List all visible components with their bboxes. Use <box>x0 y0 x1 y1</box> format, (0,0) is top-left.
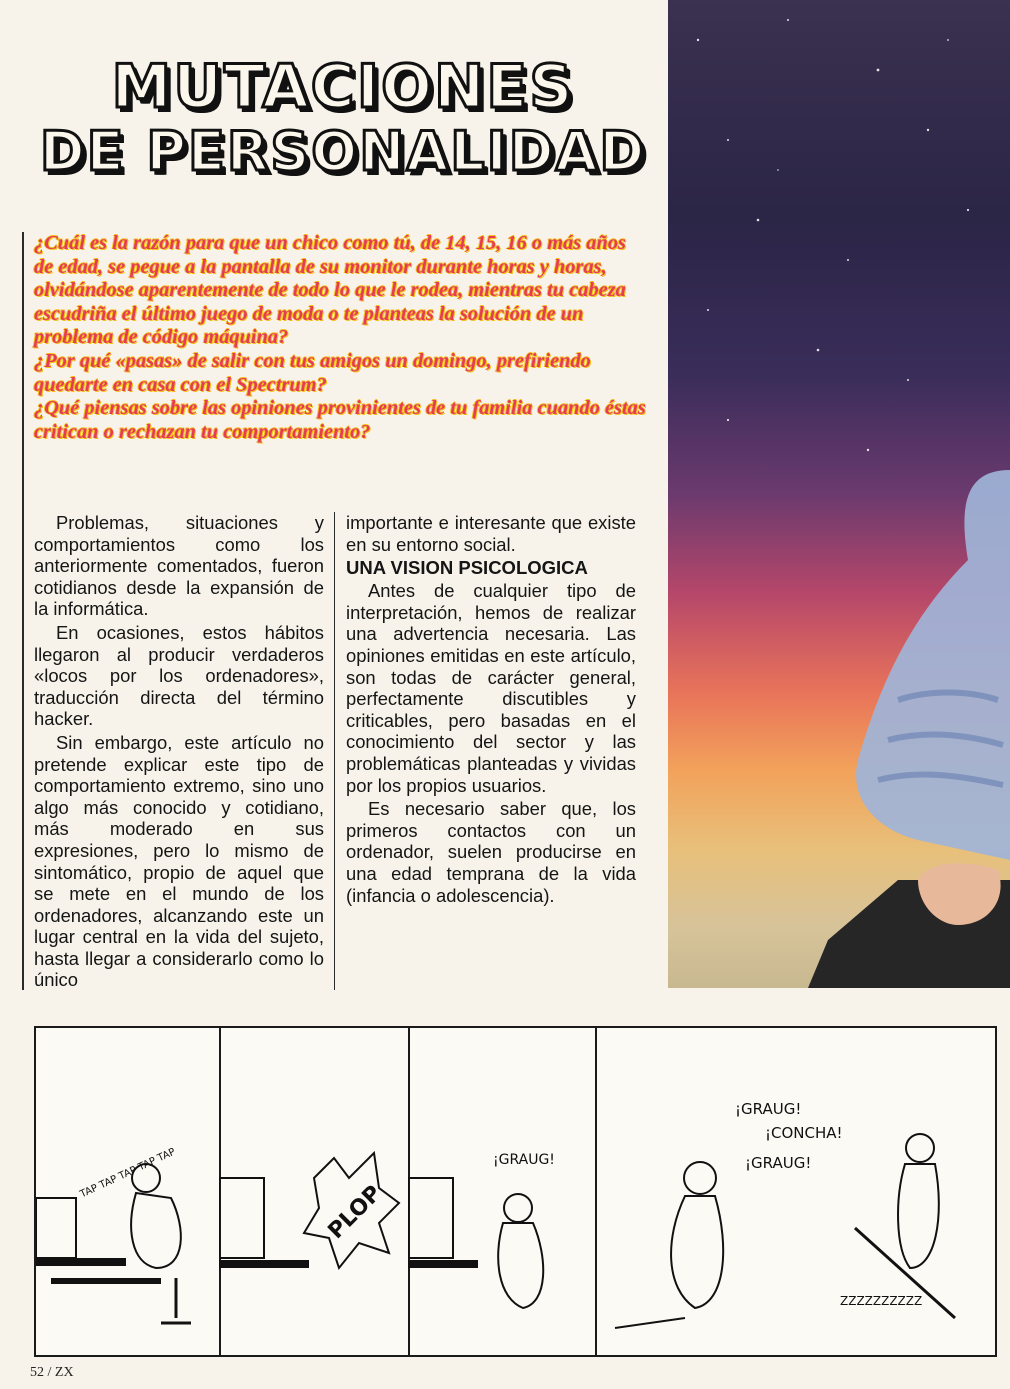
intro-questions <box>34 232 646 444</box>
article-column-2 <box>346 512 636 908</box>
column-rule-middle <box>334 512 335 990</box>
comic-speech-bubble: ¡GRAUG! <box>493 1152 555 1168</box>
intro-question-1: ¿Cuál es la razón para que un chico como tú, de 14, 15, 16 o más años de edad, se pegue a la pantalla de su monitor durante horas y horas, olvidándose aparentemente de todo lo que le rodea, mientras tu cabeza escudriña el último juego de moda o te planteas la solución de un problema de código máquina? <box>34 232 626 349</box>
title-line-1: MUTACIONES <box>111 52 575 122</box>
comic-sfx-snore: ZZZZZZZZZZ <box>840 1294 923 1308</box>
comic-panel-3 <box>408 1028 597 1355</box>
intro-question-3: ¿Qué piensas sobre las opiniones provinientes de tu familia cuando éstas critican o rechazan tu comportamiento? <box>34 397 646 443</box>
comic-sfx-tap: TAP TAP TAP TAP TAP <box>78 1146 178 1201</box>
comic-sfx-plop: PLOP <box>323 1180 387 1245</box>
body-paragraph: Problemas, situaciones y comportamientos como los anteriormente comentados, fueron cotidianos desde la expansión de la informática. <box>34 512 324 620</box>
body-paragraph: Sin embargo, este artículo no pretende explicar este tipo de comportamiento extremo, sino uno algo más conocido y cotidiano, más moderado en sus expresiones, pero lo mismo de sintomático, propio de aquel que se mete en el mundo de los ordenadores, alcanzando este un lugar central en la vida del sujeto, hasta llegar a considerarlo como lo único <box>34 731 324 991</box>
body-continuation: importante e interesante que existe en su entorno social. <box>346 512 636 555</box>
intro-question-2: ¿Por qué «pasas» de salir con tus amigos un domingo, prefiriendo quedarte en casa con el Spectrum? <box>34 349 591 396</box>
article-column-1 <box>34 512 324 993</box>
comic-panel-1-art <box>36 1028 219 1355</box>
body-paragraph: Antes de cualquier tipo de interpretación, hemos de realizar una advertencia necesaria. Las opiniones emitidas en este artículo, son todas de carácter general, perfectamente discutibles y criticables, pero basadas en el conocimiento del sector y las problemáticas planteadas y vividas por los propios usuarios. <box>346 580 636 796</box>
title-line-2: DE PERSONALIDAD <box>39 120 647 183</box>
illustration-art <box>668 0 1010 988</box>
cover-illustration <box>668 0 1010 988</box>
comic-strip <box>34 1026 997 1357</box>
comic-panel-4 <box>595 1028 995 1355</box>
comic-panel-1 <box>36 1028 221 1355</box>
body-paragraph: En ocasiones, estos hábitos llegaron al producir verdaderos «locos por los ordenadores», traducción directa del término hacker. <box>34 621 324 730</box>
comic-speech-bubble: ¡CONCHA! <box>765 1124 843 1142</box>
comic-speech-bubble: ¡GRAUG! <box>735 1100 802 1118</box>
comic-panel-4-art <box>595 1028 995 1355</box>
body-paragraph: Es necesario saber que, los primeros contactos con un ordenador, suelen producirse en una edad temprana de la vida (infancia o adolescencia). <box>346 798 636 906</box>
comic-panel-2 <box>219 1028 410 1355</box>
comic-speech-bubble: ¡GRAUG! <box>745 1154 812 1172</box>
page-folio: 52 / ZX <box>30 1365 74 1380</box>
section-subhead: UNA VISION PSICOLOGICA <box>346 557 588 579</box>
column-rule-left <box>22 232 24 990</box>
comic-panel-3-art <box>408 1028 595 1355</box>
